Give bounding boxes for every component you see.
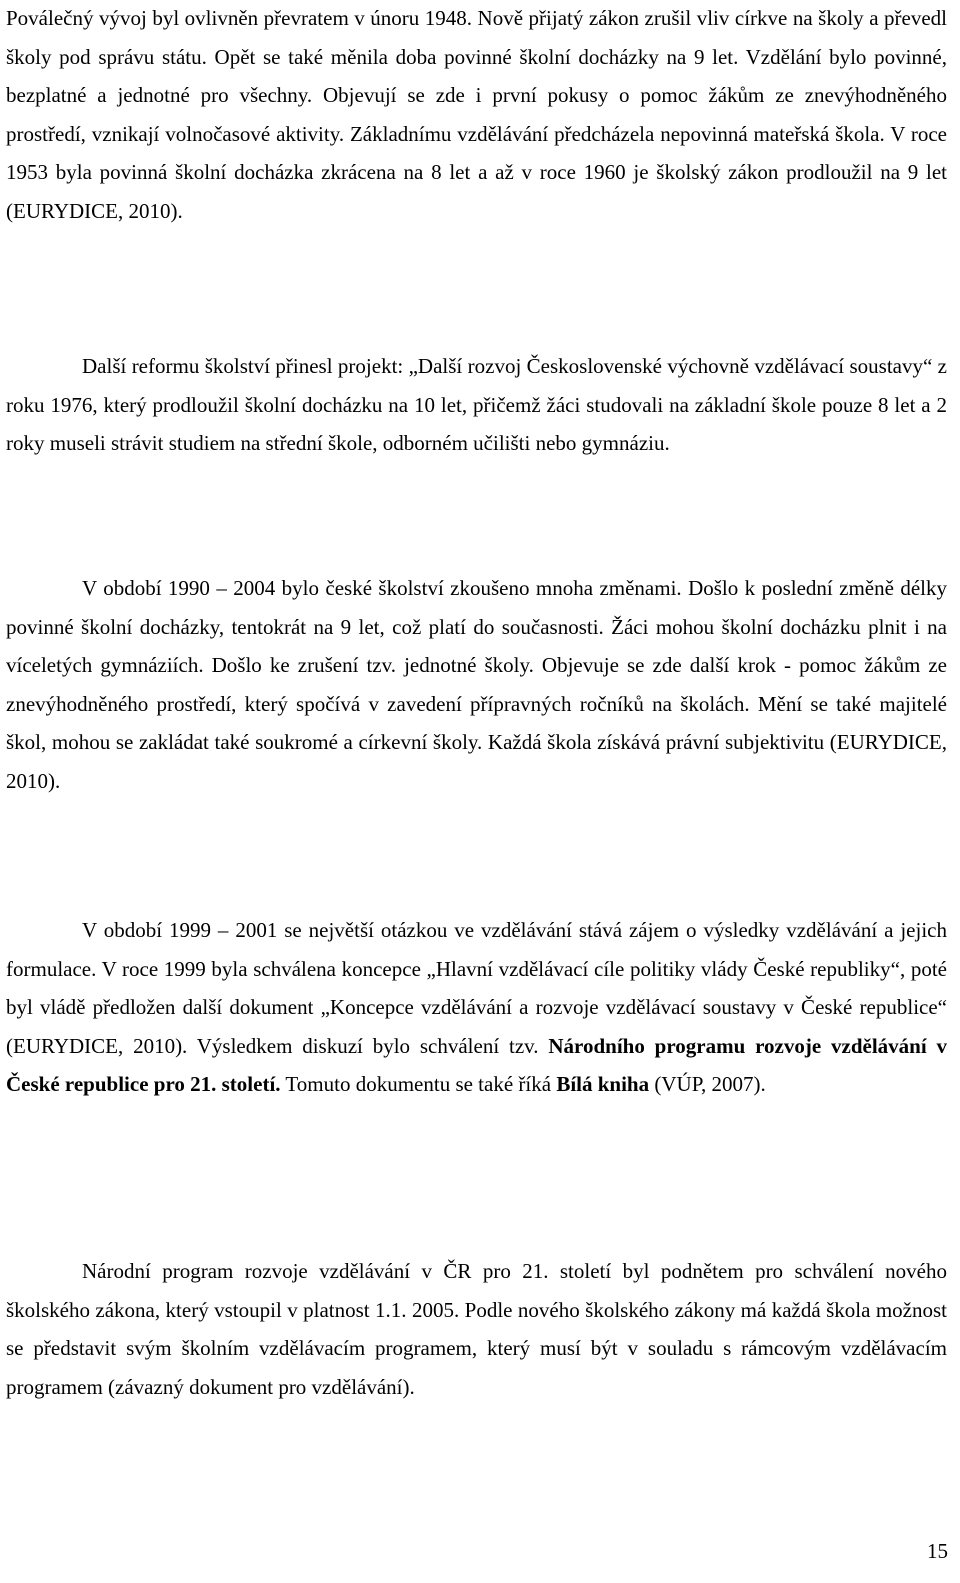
page-number: 15 (927, 1539, 948, 1563)
paragraph-period-1990-2004 (6, 569, 947, 801)
paragraph-school-act-2005 (6, 1252, 947, 1406)
paragraph-postwar-development (6, 0, 947, 231)
paragraph-text: V období 1990 – 2004 bylo české školství zkoušeno mnoha změnami. Došlo k poslední změně délky povinné školní docházky, tentokrát na 9 let, což platí do současnosti. Žáci mohou školní docházku plnit i na víceletých gymnáziích. Došlo ke zrušení tzv. jednotné školy. Objevuje se zde další krok - pomoc žákům ze znevýhodněného prostředí, který spočívá v zavedení přípravných ročníků na školách. Mění se také majitelé škol, mohou se zakládat také soukromé a církevní školy. Každá škola získává právní subjektivitu (EURYDICE, 2010). (6, 576, 947, 793)
national-program-title: Národního programu rozvoje vzdělávání v České republice pro 21. století. (6, 1033, 947, 1097)
paragraph-reform-1976 (6, 347, 947, 463)
paragraph-period-1999-2001 (6, 911, 947, 1104)
paragraph-text: Národní program rozvoje vzdělávání v ČR pro 21. století byl podnětem pro schválení nového školského zákona, který vstoupil v platnost 1.1. 2005. Podle nového školského zákony má každá škola možnost se představit svým školním vzdělávacím programem, který musí být v souladu s rámcovým vzdělávacím programem (závazný dokument pro vzdělávání). (6, 1259, 947, 1399)
paragraph-text: Tomuto dokumentu se také říká (280, 1072, 557, 1097)
paragraph-text: V období 1999 – 2001 se největší otázkou ve vzdělávání stává zájem o výsledky vzdělávání a jejich formulace. V roce 1999 byla schválena koncepce „Hlavní vzdělávací cíle politiky vlády České republiky“, poté byl vládě předložen další dokument „Koncepce vzdělávání a rozvoje vzdělávací soustavy v České republice“ (EURYDICE, 2010). Výsledkem diskuzí bylo schválení tzv. (6, 918, 947, 1058)
paragraph-text: Další reformu školství přinesl projekt: „Další rozvoj Československé výchovně vzdělávací soustavy“ z roku 1976, který prodloužil školní docházku na 10 let, přičemž žáci studovali na základní škole pouze 8 let a 2 roky museli strávit studiem na střední škole, odborném učilišti nebo gymnáziu. (6, 354, 947, 456)
paragraph-text: (VÚP, 2007). (649, 1072, 766, 1097)
paragraph-text: Poválečný vývoj byl ovlivněn převratem v únoru 1948. Nově přijatý zákon zrušil vliv církve na školy a převedl školy pod správu státu. Opět se také měnila doba povinné školní docházky na 9 let. Vzdělání bylo povinné, bezplatné a jednotné pro všechny. Objevují se zde i první pokusy o pomoc žákům ze znevýhodněného prostředí, vznikají volnočasové aktivity. Základnímu vzdělávání předcházela nepovinná mateřská škola. V roce 1953 byla povinná školní docházka zkrácena na 8 let a až v roce 1960 je školský zákon prodloužil na 9 let (EURYDICE, 2010). (6, 6, 947, 223)
white-book-title: Bílá kniha (556, 1072, 650, 1097)
